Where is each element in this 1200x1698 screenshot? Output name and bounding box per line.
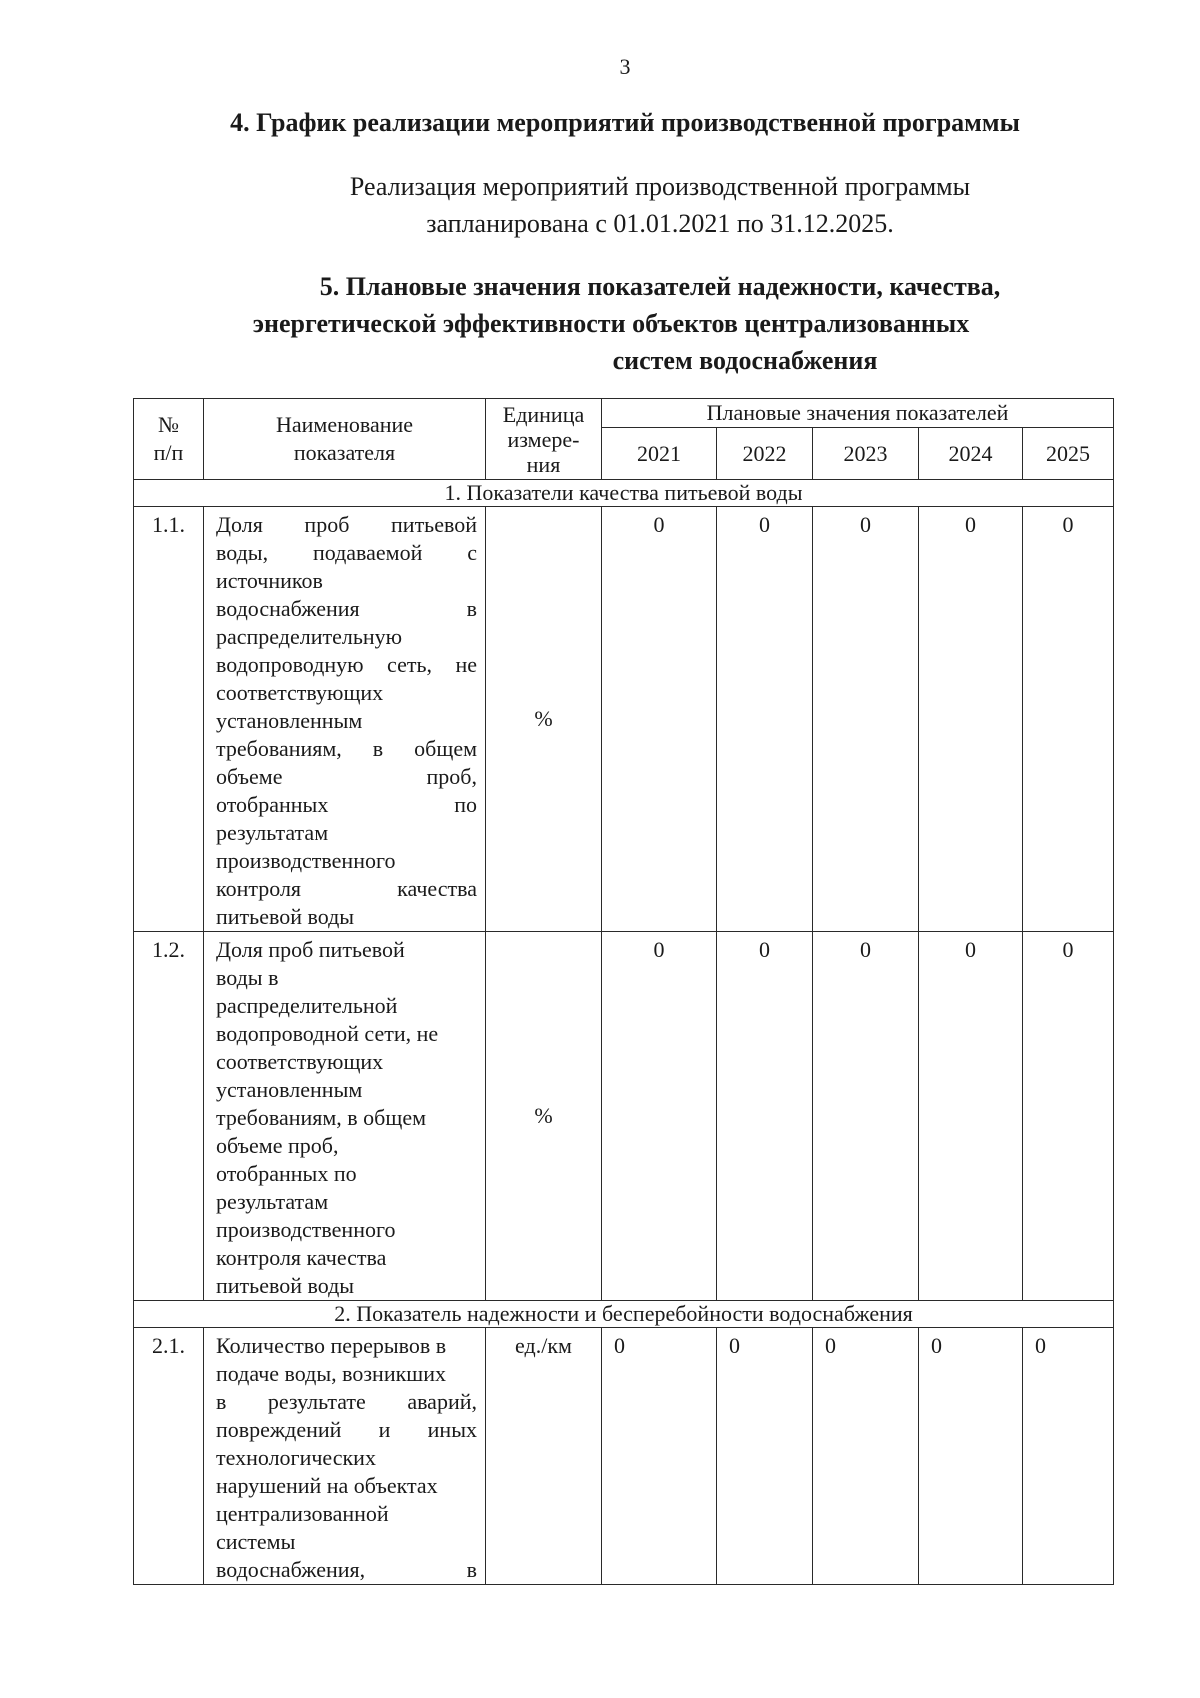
header-unit-line-3: ния bbox=[526, 451, 561, 477]
row-name-line: соответствующих bbox=[216, 680, 384, 705]
header-year-2025: 2025 bbox=[1023, 428, 1114, 480]
header-name bbox=[204, 399, 486, 480]
row-name-line: в результате аварий, bbox=[216, 1389, 477, 1414]
section-5-title-line-2: энергетической эффективности объектов централизованных bbox=[252, 309, 970, 338]
row-value-2025: 0 bbox=[1023, 507, 1114, 932]
header-year-2023: 2023 bbox=[813, 428, 919, 480]
row-value-2023: 0 bbox=[813, 507, 919, 932]
row-name-line: отобранных по bbox=[216, 792, 477, 817]
row-name-line: установленным bbox=[216, 708, 363, 733]
row-name-line: результатам bbox=[216, 1189, 329, 1214]
header-plan-values: Плановые значения показателей bbox=[602, 399, 1114, 428]
row-name-line: повреждений и иных bbox=[216, 1417, 477, 1442]
row-name-line: водоснабжения в bbox=[216, 596, 477, 621]
section-5-title-line-3: систем водоснабжения bbox=[612, 346, 878, 375]
table-row bbox=[134, 1328, 1114, 1585]
row-value-2021: 0 bbox=[602, 1328, 717, 1585]
row-name-line: водопроводной сети, не bbox=[216, 1021, 439, 1046]
row-name bbox=[204, 507, 486, 932]
row-value-2025: 0 bbox=[1023, 932, 1114, 1301]
row-name bbox=[204, 932, 486, 1301]
section-row-1 bbox=[134, 480, 1114, 507]
header-name-line-2: показателя bbox=[293, 440, 396, 465]
row-value-2022: 0 bbox=[717, 932, 813, 1301]
row-value-2024: 0 bbox=[919, 1328, 1023, 1585]
row-value-2023: 0 bbox=[813, 1328, 919, 1585]
indicators-table bbox=[133, 398, 1114, 1585]
section-row-2 bbox=[134, 1301, 1114, 1328]
header-num-line-1: № bbox=[158, 412, 179, 437]
row-name-line: результатам bbox=[216, 820, 329, 845]
row-value-2025: 0 bbox=[1023, 1328, 1114, 1585]
row-name-line: водоснабжения, в bbox=[216, 1557, 477, 1582]
header-year-2021: 2021 bbox=[602, 428, 717, 480]
section-title-2 bbox=[134, 1301, 1114, 1328]
row-name-line: воды, подаваемой с bbox=[216, 540, 477, 565]
section-4-text bbox=[0, 168, 1200, 242]
row-unit: ед./км bbox=[486, 1328, 602, 1585]
header-num-line-2: п/п bbox=[153, 440, 184, 465]
row-value-2023: 0 bbox=[813, 932, 919, 1301]
section-4-text-line-2: запланирована с 01.01.2021 по 31.12.2025. bbox=[426, 209, 894, 238]
row-name-line: контроля качества bbox=[216, 876, 477, 901]
row-name-line: питьевой воды bbox=[216, 904, 355, 929]
row-name-line: системы bbox=[216, 1529, 296, 1554]
row-name-line: отобранных по bbox=[216, 1161, 357, 1186]
section-title-1-text: 1. Показатели качества питьевой воды bbox=[444, 480, 803, 505]
row-name-line: технологических bbox=[216, 1445, 376, 1470]
row-value-2021: 0 bbox=[602, 507, 717, 932]
row-name-line: воды в bbox=[216, 965, 279, 990]
section-title-2-text: 2. Показатель надежности и бесперебойности водоснабжения bbox=[334, 1301, 913, 1326]
row-value-2024: 0 bbox=[919, 932, 1023, 1301]
header-name-line-1: Наименование bbox=[275, 412, 414, 437]
section-4-text-line-1: Реализация мероприятий производственной программы bbox=[349, 172, 971, 201]
header-unit-line-2: измере- bbox=[507, 426, 580, 452]
row-name-line: подаче воды, возникших bbox=[216, 1361, 447, 1386]
header-num bbox=[134, 399, 204, 480]
section-title-1 bbox=[134, 480, 1114, 507]
row-name-line: соответствующих bbox=[216, 1049, 384, 1074]
row-name-line: установленным bbox=[216, 1077, 363, 1102]
row-name-line: требованиям, в общем bbox=[216, 1105, 426, 1130]
row-name-line: объеме проб, bbox=[216, 764, 477, 789]
row-name-line: распределительной bbox=[216, 993, 398, 1018]
section-5-title bbox=[0, 268, 1200, 379]
row-name-line: объеме проб, bbox=[216, 1133, 339, 1158]
section-5-title-line-1: 5. Плановые значения показателей надежности, качества, bbox=[319, 272, 1001, 301]
header-year-2022: 2022 bbox=[717, 428, 813, 480]
row-num: 2.1. bbox=[134, 1328, 204, 1585]
row-name-line: Доля проб питьевой bbox=[216, 937, 405, 962]
row-name-line: нарушений на объектах bbox=[216, 1473, 438, 1498]
row-value-2022: 0 bbox=[717, 507, 813, 932]
row-name-line: водопроводную сеть, не bbox=[216, 652, 477, 677]
table-row bbox=[134, 507, 1114, 932]
row-value-2021: 0 bbox=[602, 932, 717, 1301]
row-unit: % bbox=[486, 932, 602, 1301]
row-name-line: централизованной bbox=[216, 1501, 389, 1526]
header-unit bbox=[486, 399, 602, 480]
row-unit: % bbox=[486, 507, 602, 932]
row-value-2024: 0 bbox=[919, 507, 1023, 932]
row-name-line: производственного bbox=[216, 1217, 396, 1242]
row-name-line: источников bbox=[216, 568, 323, 593]
row-name-line: Количество перерывов в bbox=[216, 1333, 447, 1358]
row-name-line: контроля качества bbox=[216, 1245, 387, 1270]
header-year-2024: 2024 bbox=[919, 428, 1023, 480]
row-name bbox=[204, 1328, 486, 1585]
page-number: 3 bbox=[619, 54, 631, 79]
row-name-line: требованиям, в общем bbox=[216, 736, 477, 761]
row-num: 1.1. bbox=[134, 507, 204, 932]
header-unit-line-1: Единица bbox=[502, 401, 585, 427]
row-value-2022: 0 bbox=[717, 1328, 813, 1585]
row-name-line: производственного bbox=[216, 848, 396, 873]
row-name-line: Доля проб питьевой bbox=[216, 512, 477, 537]
section-4-title: 4. График реализации мероприятий производственной программы bbox=[230, 108, 1020, 137]
row-name-line: питьевой воды bbox=[216, 1273, 355, 1298]
table-row bbox=[134, 932, 1114, 1301]
row-name-line: распределительную bbox=[216, 624, 403, 649]
row-num: 1.2. bbox=[134, 932, 204, 1301]
